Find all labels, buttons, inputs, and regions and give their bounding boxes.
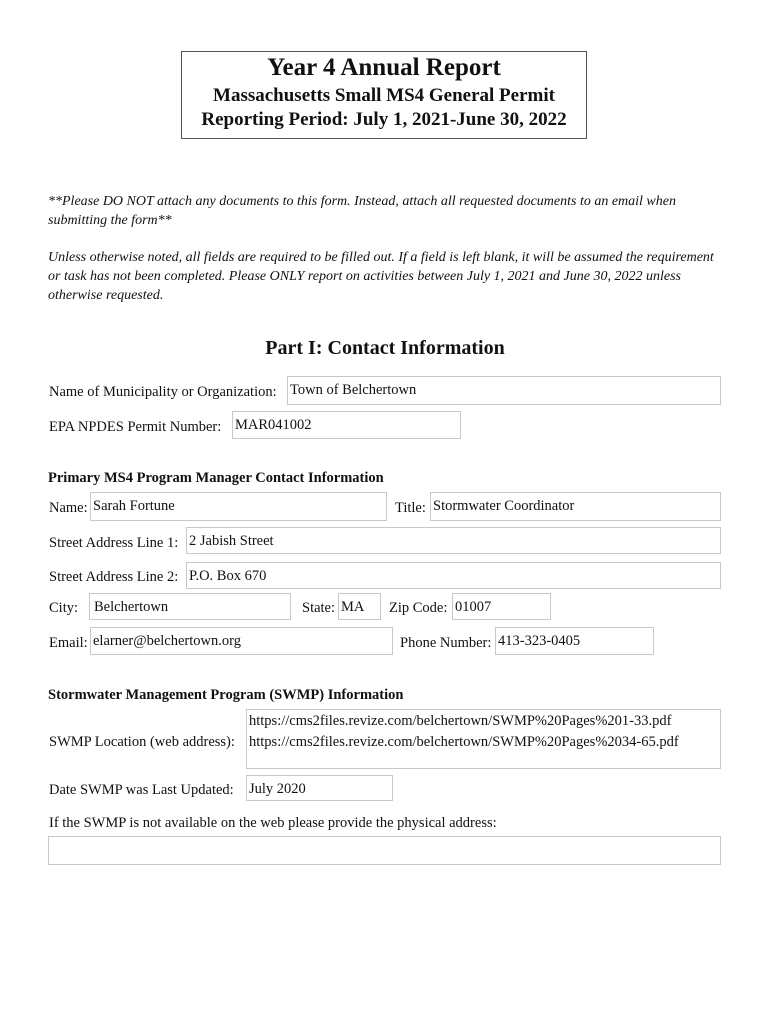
name-label: Name:	[49, 500, 88, 516]
city-field[interactable]: Belchertown	[89, 593, 291, 620]
swmp-updated-label: Date SWMP was Last Updated:	[49, 782, 234, 798]
swmp-location-line-1: https://cms2files.revize.com/belchertown/SWMP%20Pages%201-33.pdf	[249, 713, 672, 729]
swmp-location-label: SWMP Location (web address):	[49, 734, 235, 750]
title-field[interactable]: Stormwater Coordinator	[430, 492, 721, 521]
street1-field[interactable]: 2 Jabish Street	[186, 527, 721, 554]
permit-number-field[interactable]: MAR041002	[232, 411, 461, 439]
email-label: Email:	[49, 635, 88, 651]
part1-heading: Part I: Contact Information	[265, 337, 505, 359]
attach-note: **Please DO NOT attach any documents to this form. Instead, attach all requested documents to an email when submitting the form**	[48, 194, 676, 228]
street1-label: Street Address Line 1:	[49, 535, 179, 551]
municipality-field[interactable]: Town of Belchertown	[287, 376, 721, 405]
permit-label: EPA NPDES Permit Number:	[49, 419, 222, 435]
street2-field[interactable]: P.O. Box 670	[186, 562, 721, 589]
swmp-updated-field[interactable]: July 2020	[246, 775, 393, 801]
report-title-box	[181, 51, 587, 139]
physical-address-label: If the SWMP is not available on the web please provide the physical address:	[49, 815, 497, 831]
swmp-heading: Stormwater Management Program (SWMP) Information	[48, 687, 404, 703]
street2-label: Street Address Line 2:	[49, 569, 179, 585]
zip-label: Zip Code:	[389, 600, 448, 616]
report-subtitle: Massachusetts Small MS4 General Permit	[213, 85, 555, 106]
zip-field[interactable]: 01007	[452, 593, 551, 620]
title-label: Title:	[395, 500, 426, 516]
city-label: City:	[49, 600, 79, 616]
state-field[interactable]: MA	[338, 593, 381, 620]
swmp-location-line-2: https://cms2files.revize.com/belchertown/SWMP%20Pages%2034-65.pdf	[249, 734, 679, 750]
phone-field[interactable]: 413-323-0405	[495, 627, 654, 655]
report-title: Year 4 Annual Report	[267, 54, 501, 81]
email-field[interactable]: elarner@belchertown.org	[90, 627, 393, 655]
contact-heading: Primary MS4 Program Manager Contact Information	[48, 470, 384, 486]
state-label: State:	[302, 600, 336, 616]
phone-label: Phone Number:	[400, 635, 492, 651]
physical-address-field[interactable]	[48, 836, 721, 865]
required-note: Unless otherwise noted, all fields are required to be filled out. If a field is left blank, it will be assumed the requirement or task has not been completed. Please ONLY report on activities between July 1, 2021 and June 30, 2022 unless otherwise requested.	[48, 250, 714, 303]
reporting-period: Reporting Period: July 1, 2021-June 30, 2022	[201, 109, 567, 130]
name-field[interactable]: Sarah Fortune	[90, 492, 387, 521]
swmp-location-field[interactable]	[246, 709, 721, 769]
municipality-label: Name of Municipality or Organization:	[49, 384, 277, 400]
